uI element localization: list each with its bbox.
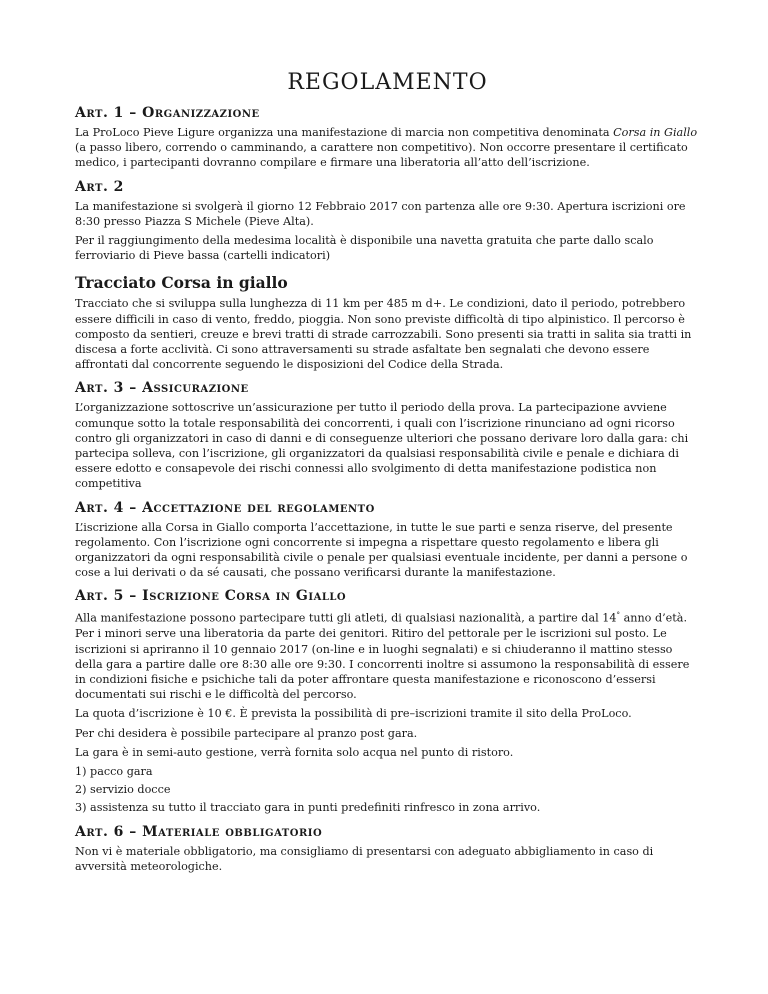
list-item: 3) assistenza su tutto il tracciato gara in punti predefiniti rinfresco in zona arrivo. [75,801,541,815]
article-3-heading: Art. 3 – Assicurazione [75,380,249,397]
tracciato-heading: Tracciato Corsa in giallo [75,273,288,293]
article-4 [75,500,700,581]
article-2-paragraph-2: Per il raggiungimento della medesima località è disponibile una navetta gratuita che parte dallo scalo ferroviario di Pieve bassa (cartelli indicatori) [75,234,654,263]
article-1-text-end: (a passo libero, correndo o camminando, a carattere non competitivo). Non occorre presentare il certificato medico, i partecipanti dovranno compilare e firmare una liberatoria all’atto dell’iscrizione. [75,141,688,170]
article-2 [75,179,700,264]
article-2-heading: Art. 2 [75,178,124,195]
article-5 [75,588,700,815]
article-1-heading: Art. 1 – Organizzazione [75,105,260,121]
article-3 [75,380,700,491]
document-page [75,70,700,878]
article-3-text: L’organizzazione sottoscrive un’assicurazione per tutto il periodo della prova. La partecipazione avviene comunque sotto la totale responsabilità dei concorrenti, i quali con l’iscrizione rinunciano ad ogni ricorso contro gli organizzatori in caso di danni e di conseguenze ulteriori che possano derivare loro dalla gara: chi partecipa solleva, con l’iscrizione, gli organizzatori da qualsiasi responsabilità civile e penale e dichiara di essere edotto e consapevole dei rischi connessi allo svolgimento di detta manifestazione podistica non competitiva [75,401,689,491]
article-5-paragraph-3: Per chi desidera è possibile partecipare al pranzo post gara. [75,726,418,740]
article-1 [75,105,700,171]
article-4-heading: Art. 4 – Accettazione del regolamento [75,499,375,516]
event-name: Corsa in Giallo [613,126,698,139]
article-2-paragraph-1: La manifestazione si svolgerà il giorno 12 Febbraio 2017 con partenza alle ore 9:30. Apertura iscrizioni ore 8:30 presso Piazza S Michele (Pieve Alta). [75,199,686,228]
article-6-heading: Art. 6 – Materiale obbligatorio [75,823,323,840]
tracciato-section [75,273,700,372]
tracciato-text: Tracciato che si sviluppa sulla lunghezza di 11 km per 485 m d+. Le condizioni, dato il periodo, potrebbero essere difficili in caso di vento, freddo, pioggia. Non sono previste difficoltà di tipo alpinistico. Il percorso è composto da sentieri, creuze e brevi tratti di strade carrozzabili. Sono presenti sia tratti in salita sia tratti in discesa a forte acclività. Ci sono attraversamenti su strade asfaltate ben segnalati che devono essere affrontati dal concorrente seguendo le disposizioni del Codice della Strada. [75,297,692,372]
article-5-heading: Art. 5 – Iscrizione Corsa in Giallo [75,588,347,605]
article-5-p1-start: Alla manifestazione possono partecipare tutti gli atleti, di qualsiasi nazionalità, a partire dal 14 [75,612,617,626]
list-item: 2) servizio docce [75,783,171,797]
article-5-paragraph-4: La gara è in semi-auto gestione, verrà fornita solo acqua nel punto di ristoro. [75,745,514,759]
list-item: 1) pacco gara [75,765,153,779]
article-1-text [75,125,700,171]
article-5-p1-end: anno d’età. Per i minori serve una liberatoria da parte dei genitori. Ritiro del pettorale per le iscrizioni sul posto. Le iscrizioni si apriranno il 10 gennaio 2017 (on-line e in luoghi segnalati) e si chiuderanno il mattino stesso della gara a partire dalle ore 8:30 alle ore 9:30. I concorrenti inoltre si assumono la responsabilità di essere in condizioni fisiche e psichiche tali da poter affrontare questa manifestazione e riconoscono d’essersi documentati sui rischi e le difficoltà del percorso. [75,612,690,702]
article-5-paragraph-1 [75,608,700,702]
article-5-paragraph-2: La quota d’iscrizione è 10 €. È prevista la possibilità di pre–iscrizioni tramite il sito della ProLoco. [75,707,632,721]
degree-superscript: ° [616,611,621,620]
article-1-text-start: La ProLoco Pieve Ligure organizza una manifestazione di marcia non competitiva denominata [75,126,614,139]
page-title: REGOLAMENTO [287,70,488,95]
article-6-text: Non vi è materiale obbligatorio, ma consigliamo di presentarsi con adeguato abbigliamento in caso di avversità meteorologiche. [75,844,654,873]
article-6 [75,824,700,874]
article-4-text: L’iscrizione alla Corsa in Giallo comporta l’accettazione, in tutte le sue parti e senza riserve, del presente regolamento. Con l’iscrizione ogni concorrente si impegna a rispettare questo regolamento e libera gli organizzatori da ogni responsabilità civile o penale per qualsiasi eventuale incidente, per danni a persone o cose a lui derivati o da sé causati, che possano verificarsi durante la manifestazione. [75,520,688,580]
